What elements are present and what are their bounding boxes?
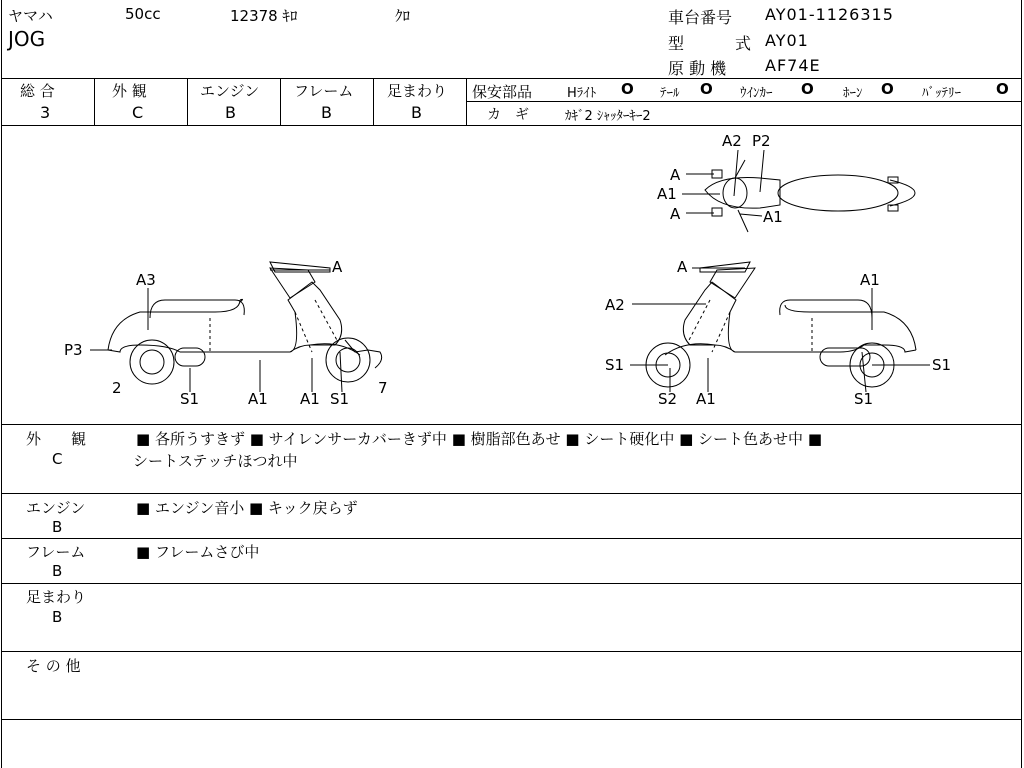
- divider-remarks: [1, 493, 1022, 494]
- remark-other-label: そ の 他: [26, 657, 81, 675]
- frame-no-value: AY01-1126315: [765, 5, 894, 24]
- diagram-labels: [64, 132, 951, 408]
- mileage: 12378 ｷﾛ: [230, 7, 298, 25]
- diag-label: A: [670, 166, 681, 184]
- key-label: カ ギ: [487, 107, 529, 123]
- grade-frame-value: B: [321, 103, 332, 122]
- displacement: 50cc: [125, 5, 161, 23]
- diag-label: 7: [378, 379, 388, 397]
- diag-label: S1: [605, 356, 625, 374]
- safety-item-horn: ﾎｰﾝ: [843, 86, 863, 101]
- remark-exterior-label: 外 観: [26, 430, 87, 448]
- diag-label: A3: [136, 271, 156, 289]
- grade-overall-label: 総 合: [20, 82, 55, 100]
- remark-frame-label: フレーム: [26, 543, 86, 561]
- diag-label: A1: [300, 390, 320, 408]
- safety-mark-battery: O: [996, 80, 1009, 98]
- type-label-1: 型: [668, 34, 685, 53]
- remark-frame-grade: B: [52, 562, 63, 580]
- remark-engine-grade: B: [52, 518, 63, 536]
- diag-label: A1: [657, 185, 677, 203]
- type-value: AY01: [765, 31, 809, 50]
- grade-overall-value: 3: [40, 103, 51, 122]
- safety-mark-tail: O: [700, 80, 713, 98]
- diag-label: S1: [854, 390, 874, 408]
- type-label-2: 式: [735, 34, 752, 53]
- grade-frame-label: フレーム: [294, 82, 354, 100]
- safety-mark-winker: O: [801, 80, 814, 98]
- key-value: ｶｷﾞ2 ｼｬｯﾀｰｷｰ2: [565, 109, 651, 124]
- engine-type-label: 原 動 機: [668, 59, 727, 78]
- safety-label: 保安部品: [472, 83, 533, 101]
- divider-remarks: [1, 583, 1022, 584]
- remark-engine-text: ■ エンジン音小 ■ キック戻らず: [136, 499, 358, 517]
- safety-item-winker: ｳｲﾝｶｰ: [740, 86, 773, 101]
- safety-mark-horn: O: [881, 80, 894, 98]
- engine-type-value: AF74E: [765, 56, 821, 75]
- diagram-leader-lines: [90, 150, 930, 392]
- remark-suspension-grade: B: [52, 608, 63, 626]
- diag-label: A2: [605, 296, 625, 314]
- diag-label: A: [670, 205, 681, 223]
- remark-exterior-text: ■ 各所うすきず ■ サイレンサーカバーきず中 ■ 樹脂部色あせ ■ シート硬化中 ■ シート色あせ中 ■: [136, 430, 822, 448]
- remark-exterior-text: シートステッチほつれ中: [133, 452, 298, 470]
- diag-label: S1: [932, 356, 952, 374]
- diag-label: A1: [248, 390, 268, 408]
- divider-diagram: [1, 424, 1022, 425]
- diag-label: A: [332, 258, 343, 276]
- diag-label: 2: [112, 379, 122, 397]
- grade-engine-value: B: [225, 103, 236, 122]
- diag-label: P2: [752, 132, 771, 150]
- diag-label: A1: [860, 271, 880, 289]
- diag-label: S2: [658, 390, 678, 408]
- color: ｸﾛ: [395, 7, 411, 25]
- diag-label: P3: [64, 341, 83, 359]
- divider-remarks: [1, 538, 1022, 539]
- diag-label: A1: [696, 390, 716, 408]
- maker-name: ヤマハ: [8, 7, 53, 25]
- divider-remarks: [1, 719, 1022, 720]
- diag-label: S1: [330, 390, 350, 408]
- remark-frame-text: ■ フレームさび中: [136, 543, 260, 561]
- frame-no-label: 車台番号: [668, 8, 733, 27]
- diag-label: A: [677, 258, 688, 276]
- safety-item-battery: ﾊﾞｯﾃﾘｰ: [922, 86, 961, 101]
- grade-suspension-value: B: [411, 103, 422, 122]
- model-name: JOG: [8, 27, 46, 51]
- grade-suspension-label: 足まわり: [387, 82, 448, 100]
- safety-mark-headlight: O: [621, 80, 634, 98]
- grade-exterior-label: 外 観: [112, 82, 147, 100]
- safety-item-tail: ﾃｰﾙ: [660, 86, 680, 101]
- grade-engine-label: エンジン: [200, 82, 260, 100]
- remark-suspension-label: 足まわり: [26, 588, 87, 606]
- diag-label: S1: [180, 390, 200, 408]
- diag-label: A2: [722, 132, 742, 150]
- grade-exterior-value: C: [132, 103, 144, 122]
- remark-exterior-grade: C: [52, 450, 63, 468]
- divider-remarks: [1, 651, 1022, 652]
- remark-engine-label: エンジン: [26, 499, 86, 517]
- diag-label: A1: [763, 208, 783, 226]
- safety-item-headlight: Hﾗｲﾄ: [567, 86, 597, 101]
